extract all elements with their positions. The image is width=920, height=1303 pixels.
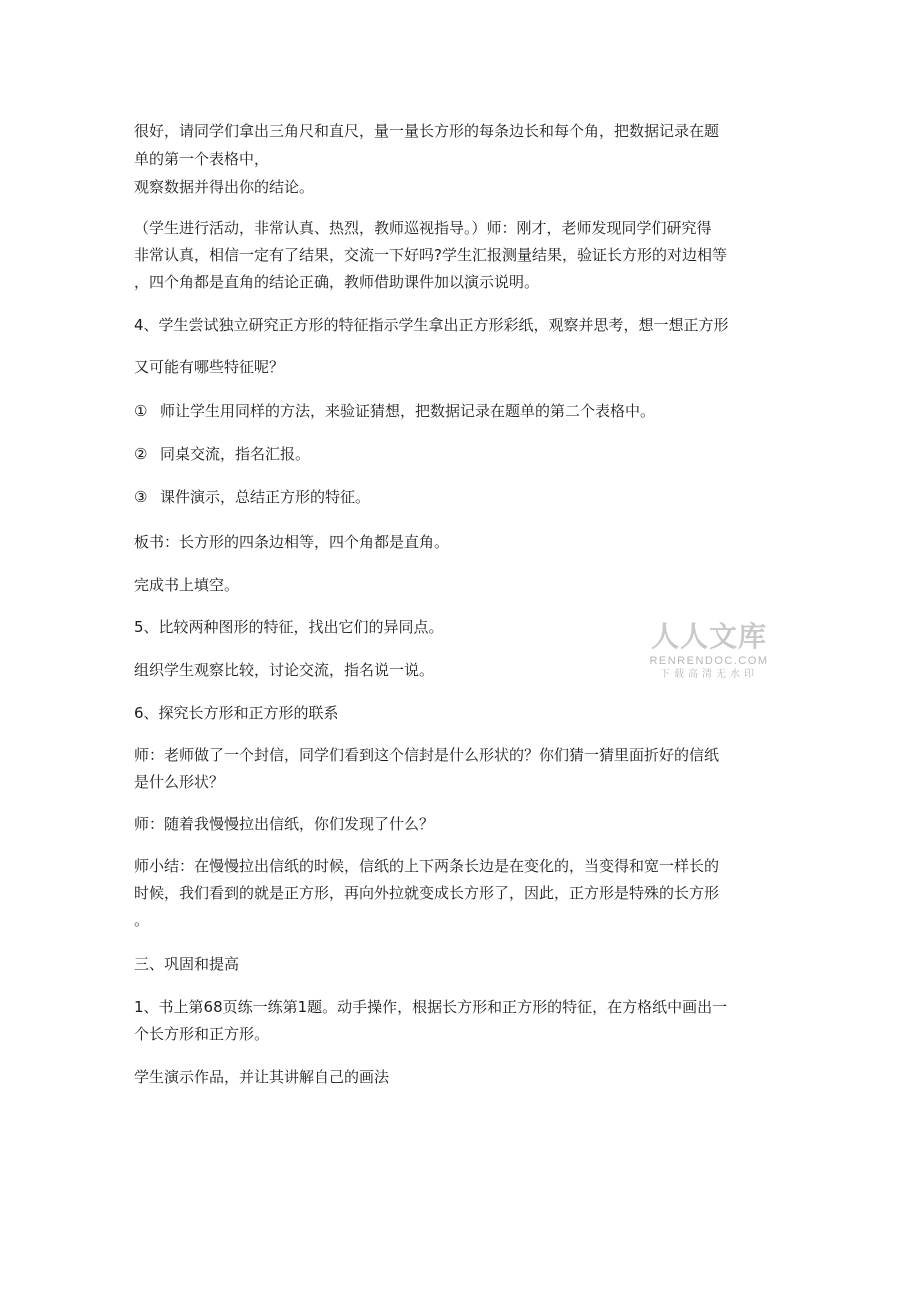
list-item <box>134 402 655 420</box>
paragraph-line: 6、探究长方形和正方形的联系 <box>134 704 339 722</box>
paragraph-line: 时候，我们看到的就是正方形，再向外拉就变成长方形了，因此，正方形是特殊的长方形 <box>134 884 720 902</box>
list-marker: ① <box>134 402 148 420</box>
paragraph-line: 师：随着我慢慢拉出信纸，你们发现了什么？ <box>134 815 435 833</box>
watermark-tagline: 下载高清无水印 <box>660 669 758 680</box>
section-heading: 三、巩固和提高 <box>134 955 240 973</box>
list-item-text: 同桌交流，指名汇报。 <box>160 445 311 463</box>
paragraph-line: 学生演示作品，并让其讲解自己的画法 <box>134 1068 390 1086</box>
paragraph-line: 组织学生观察比较，讨论交流，指名说一说。 <box>134 661 435 679</box>
watermark <box>644 620 774 684</box>
list-marker: ③ <box>134 488 148 506</box>
paragraph-line: 很好，请同学们拿出三角尺和直尺，量一量长方形的每条边长和每个角，把数据记录在题 <box>134 122 720 140</box>
paragraph-line: 师：老师做了一个封信，同学们看到这个信封是什么形状的？你们猜一猜里面折好的信纸 <box>134 746 720 764</box>
watermark-logo: 人人文库 <box>650 620 767 653</box>
paragraph-line: 板书：长方形的四条边相等，四个角都是直角。 <box>134 533 450 551</box>
paragraph-line: 是什么形状？ <box>134 773 225 791</box>
paragraph-line: 师小结：在慢慢拉出信纸的时候，信纸的上下两条长边是在变化的，当变得和宽一样长的 <box>134 857 720 875</box>
list-marker: ② <box>134 445 148 463</box>
paragraph-line: 1、书上第68页练一练第1题。动手操作，根据长方形和正方形的特征，在方格纸中画出一 <box>134 998 728 1016</box>
paragraph-line: ，四个角都是直角的结论正确，教师借助课件加以演示说明。 <box>134 273 540 291</box>
paragraph-line: （学生进行活动，非常认真、热烈，教师巡视指导。）师：刚才，老师发现同学们研究得 <box>134 219 712 237</box>
list-item <box>134 488 370 506</box>
paragraph-line: 观察数据并得出你的结论。 <box>134 178 315 196</box>
paragraph-line: 。 <box>134 911 150 929</box>
watermark-site: RENRENDOC.COM <box>649 655 769 667</box>
paragraph-line: 4、学生尝试独立研究正方形的特征指示学生拿出正方形彩纸，观察并思考，想一想正方形 <box>134 316 729 334</box>
paragraph-line: 5、比较两种图形的特征，找出它们的异同点。 <box>134 618 444 636</box>
paragraph-line: 非常认真，相信一定有了结果，交流一下好吗?学生汇报测量结果，验证长方形的对边相等 <box>134 246 727 264</box>
list-item-text: 师让学生用同样的方法，来验证猜想，把数据记录在题单的第二个表格中。 <box>160 402 656 420</box>
paragraph-line: 单的第一个表格中， <box>134 150 270 168</box>
paragraph-line: 个长方形和正方形。 <box>134 1025 270 1043</box>
paragraph-line: 完成书上填空。 <box>134 576 240 594</box>
list-item <box>134 445 310 463</box>
list-item-text: 课件演示，总结正方形的特征。 <box>160 488 371 506</box>
paragraph-line: 又可能有哪些特征呢？ <box>134 358 285 376</box>
